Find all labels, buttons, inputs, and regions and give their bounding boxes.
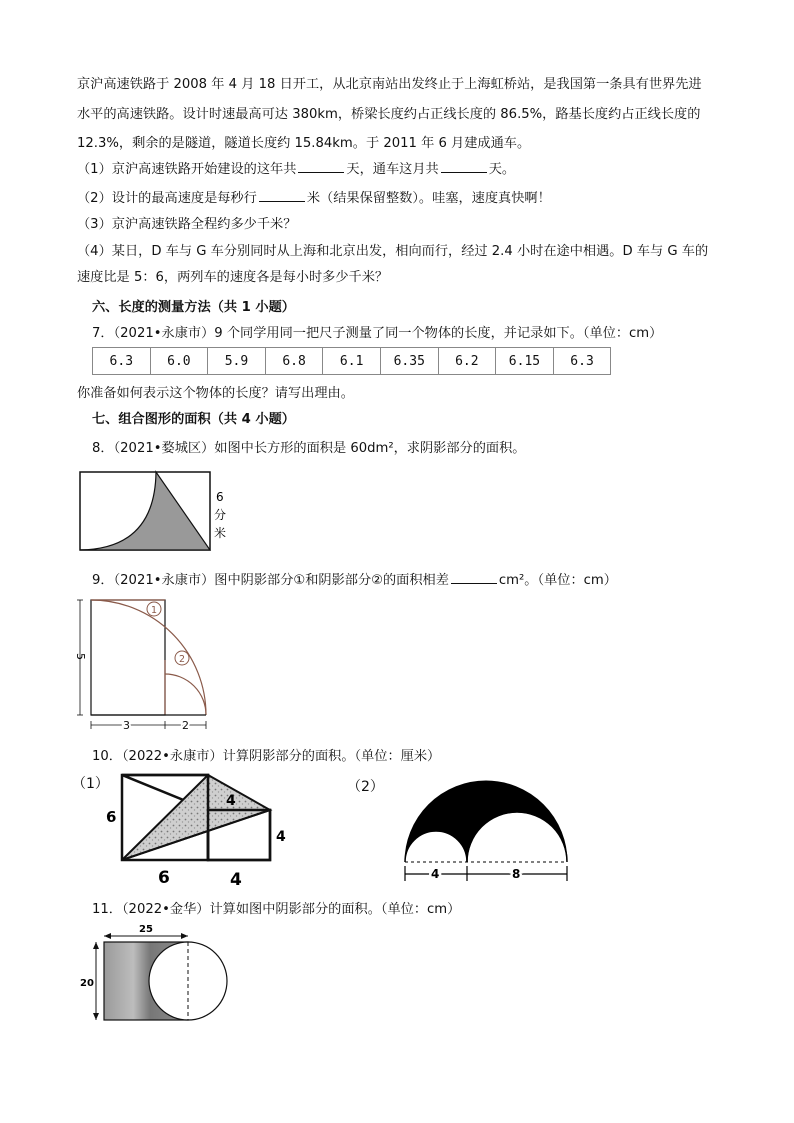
height-label: 5 xyxy=(74,653,87,660)
small-arc xyxy=(165,674,206,715)
arrow-head xyxy=(93,1013,99,1020)
table-row xyxy=(93,348,611,375)
question-4-line-2: 速度比是 5：6，两列车的速度各是每小时多少千米？ xyxy=(77,270,389,285)
figure-8 xyxy=(75,465,235,555)
arrow-head xyxy=(104,933,111,939)
table-cell: 5.9 xyxy=(208,348,266,375)
label-left: 4 xyxy=(431,867,440,881)
intro-line-2: 水平的高速铁路。设计时速最高可达 380km，桥梁长度约占正线长度的 86.5%，路基长度约占正线长度的 xyxy=(77,107,701,122)
question-1-part-a: （1）京沪高速铁路开始建设的这年共 xyxy=(77,162,297,177)
intro-line-3: 12.3%，剩余的是隧道，隧道长度约 15.84km。于 2011 年 6 月建成通车。 xyxy=(77,136,531,151)
problem-9-stem xyxy=(92,569,617,588)
problem-7-stem: 7．（2021•永康市）9 个同学用同一把尺子测量了同一个物体的长度，并记录如下。（单位：cm） xyxy=(92,326,663,341)
question-1 xyxy=(77,158,515,177)
question-2 xyxy=(77,187,551,206)
width-label-2: 2 xyxy=(182,719,189,732)
width-label-3: 3 xyxy=(123,719,130,732)
figure-11 xyxy=(76,922,246,1027)
question-1-part-c: 天。 xyxy=(488,162,516,177)
shaded-region xyxy=(405,781,567,862)
question-4-line-1: （4）某日，D 车与 G 车分别同时从上海和北京出发，相向而行，经过 2.4 小时在途中相遇。D 车与 G 车的 xyxy=(77,244,709,259)
answer-blank[interactable] xyxy=(441,159,487,173)
arrow-head xyxy=(181,933,188,939)
figure-10-1 xyxy=(100,770,290,890)
table-cell: 6.0 xyxy=(150,348,208,375)
answer-blank[interactable] xyxy=(451,570,497,584)
table-cell: 6.3 xyxy=(553,348,611,375)
label-right: 8 xyxy=(512,867,521,881)
side-label: 米 xyxy=(214,526,227,540)
marker-1-label: 1 xyxy=(151,605,158,616)
width-label: 25 xyxy=(139,924,153,935)
table-cell: 6.8 xyxy=(265,348,323,375)
label-bottom-left: 6 xyxy=(158,868,170,888)
problem-9-part-b: cm²。（单位：cm） xyxy=(498,573,617,588)
height-label: 20 xyxy=(80,978,94,989)
question-2-part-a: （2）设计的最高速度是每秒行 xyxy=(77,191,257,206)
table-cell: 6.1 xyxy=(323,348,381,375)
problem-7-question: 你准备如何表示这个物体的长度？请写出理由。 xyxy=(77,386,354,401)
problem-8-stem: 8．（2021•婺城区）如图中长方形的面积是 60dm²，求阴影部分的面积。 xyxy=(92,441,526,456)
marker-2-label: 2 xyxy=(179,654,186,665)
arrow-head xyxy=(93,942,99,949)
intro-line-1: 京沪高速铁路于 2008 年 4 月 18 日开工，从北京南站出发终止于上海虹桥站，是我国第一条具有世界先进 xyxy=(77,77,702,92)
section-heading-7: 七、组合图形的面积（共 4 小题） xyxy=(92,412,295,427)
side-label: 6 xyxy=(216,490,224,504)
question-1-part-b: 天，通车这月共 xyxy=(346,162,439,177)
label-right: 4 xyxy=(276,829,286,845)
figure-9 xyxy=(72,594,222,734)
label-left: 6 xyxy=(106,808,117,826)
problem-9-part-a: 9．（2021•永康市）图中阴影部分①和阴影部分②的面积相差 xyxy=(92,573,449,588)
measurement-table xyxy=(92,347,611,375)
sub-figure-1-label: （1） xyxy=(72,776,109,792)
figure-10-2 xyxy=(395,780,585,890)
label-bottom-right: 4 xyxy=(230,870,242,890)
table-cell: 6.2 xyxy=(438,348,496,375)
side-label: 分 xyxy=(214,508,227,522)
answer-blank[interactable] xyxy=(298,159,344,173)
right-semicircle xyxy=(188,942,227,1020)
question-3: （3）京沪高速铁路全程约多少千米？ xyxy=(77,217,297,232)
table-cell: 6.15 xyxy=(496,348,554,375)
table-cell: 6.3 xyxy=(93,348,151,375)
answer-blank[interactable] xyxy=(259,188,305,202)
left-rectangle xyxy=(91,600,165,715)
section-heading-6: 六、长度的测量方法（共 1 小题） xyxy=(92,300,295,315)
table-cell: 6.35 xyxy=(380,348,438,375)
label-top: 4 xyxy=(226,793,236,809)
problem-10-stem: 10．（2022•永康市）计算阴影部分的面积。（单位：厘米） xyxy=(92,749,441,764)
question-2-part-b: 米（结果保留整数）。哇塞，速度真快啊！ xyxy=(306,191,551,206)
sub-figure-2-label: （2） xyxy=(347,779,384,795)
problem-11-stem: 11．（2022•金华）计算如图中阴影部分的面积。（单位：cm） xyxy=(92,902,461,917)
